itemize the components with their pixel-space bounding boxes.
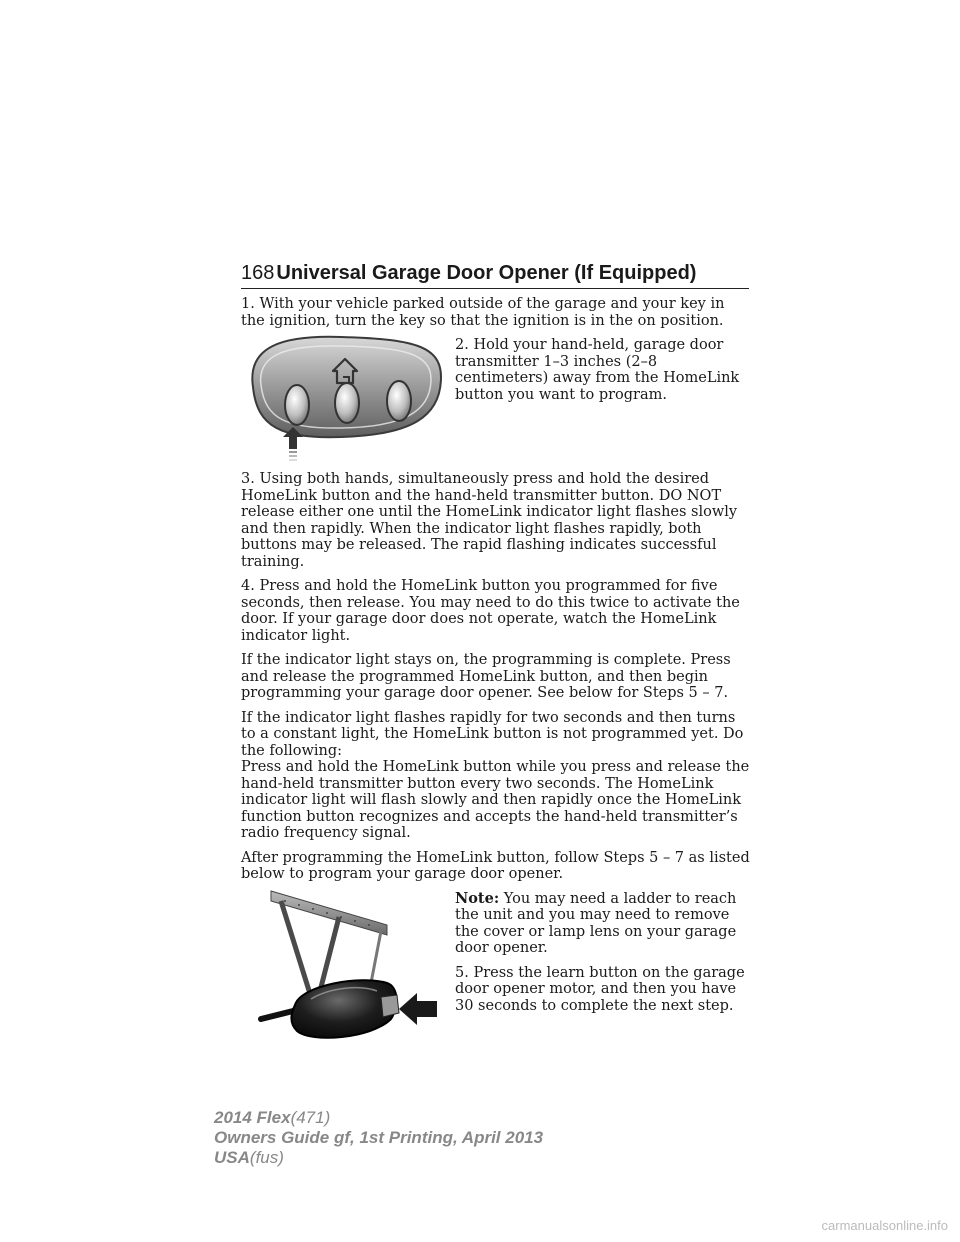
homelink-figure-row <box>241 337 751 463</box>
footer-market-code: (fus) <box>249 1148 284 1167</box>
step-1: 1. With your vehicle parked outside of the garage and your key in the ignition, turn the key so that the ignition is in the on position. <box>241 296 725 329</box>
homelink-buttons-illustration <box>241 327 455 463</box>
footer-line-2: Owners Guide gf, 1st Printing, April 2013 <box>214 1128 544 1147</box>
note-label: Note: <box>455 889 500 907</box>
after-programming: After programming the HomeLink button, follow Steps 5 – 7 as listed below to program your garage door opener. <box>241 849 750 882</box>
note-text: You may need a ladder to reach the unit and you may need to remove the cover or lamp lens on your garage door opener. <box>455 890 737 956</box>
indicator-flashes-instructions: Press and hold the HomeLink button while you press and release the hand-held transmitter button every two seconds. The HomeLink indicator light will flash slowly and then rapidly once the HomeLink function button recognizes and accepts the hand-held transmitter’s radio frequency signal. <box>241 759 750 841</box>
page-header <box>241 258 749 289</box>
page-number: 168 <box>241 262 275 284</box>
footer-line-1 <box>214 1108 543 1128</box>
indicator-flashes: If the indicator light flashes rapidly for two seconds and then turns to a constant light, the HomeLink button is not programmed yet. Do the following: <box>241 709 744 759</box>
note <box>455 891 751 957</box>
page-footer <box>214 1108 543 1168</box>
step-4: 4. Press and hold the HomeLink button you programmed for five seconds, then release. You may need to do this twice to activate the door. If your garage door does not operate, watch the HomeLink indicator light. <box>241 578 740 644</box>
section-title: Universal Garage Door Opener (If Equipped) <box>276 262 697 284</box>
footer-model: 2014 Flex <box>214 1108 291 1127</box>
footer-page-ref: (471) <box>290 1108 331 1127</box>
opener-figure-row <box>241 891 751 1067</box>
footer-line-3 <box>214 1148 543 1168</box>
step-5: 5. Press the learn button on the garage door opener motor, and then you have 30 seconds to complete the next step. <box>455 964 745 1014</box>
footer-market: USA <box>214 1148 250 1167</box>
step-2: 2. Hold your hand-held, garage door transmitter 1–3 inches (2–8 centimeters) away from the HomeLink button you want to program. <box>455 337 740 403</box>
page-content <box>241 296 751 1075</box>
indicator-stays-on: If the indicator light stays on, the programming is complete. Press and release the programmed HomeLink button, and then begin programming your garage door opener. See below for Steps 5 – 7. <box>241 652 731 701</box>
garage-door-opener-illustration <box>241 887 455 1067</box>
watermark: carmanualsonline.info <box>821 1218 948 1233</box>
step-3: 3. Using both hands, simultaneously press and hold the desired HomeLink button and the hand-held transmitter button. DO NOT release either one until the HomeLink indicator light flashes slowly and then rapidly. When the indicator light flashes rapidly, both buttons may be released. The rapid flashing indicates successful training. <box>241 471 738 570</box>
arrow-left-icon <box>399 993 437 1025</box>
